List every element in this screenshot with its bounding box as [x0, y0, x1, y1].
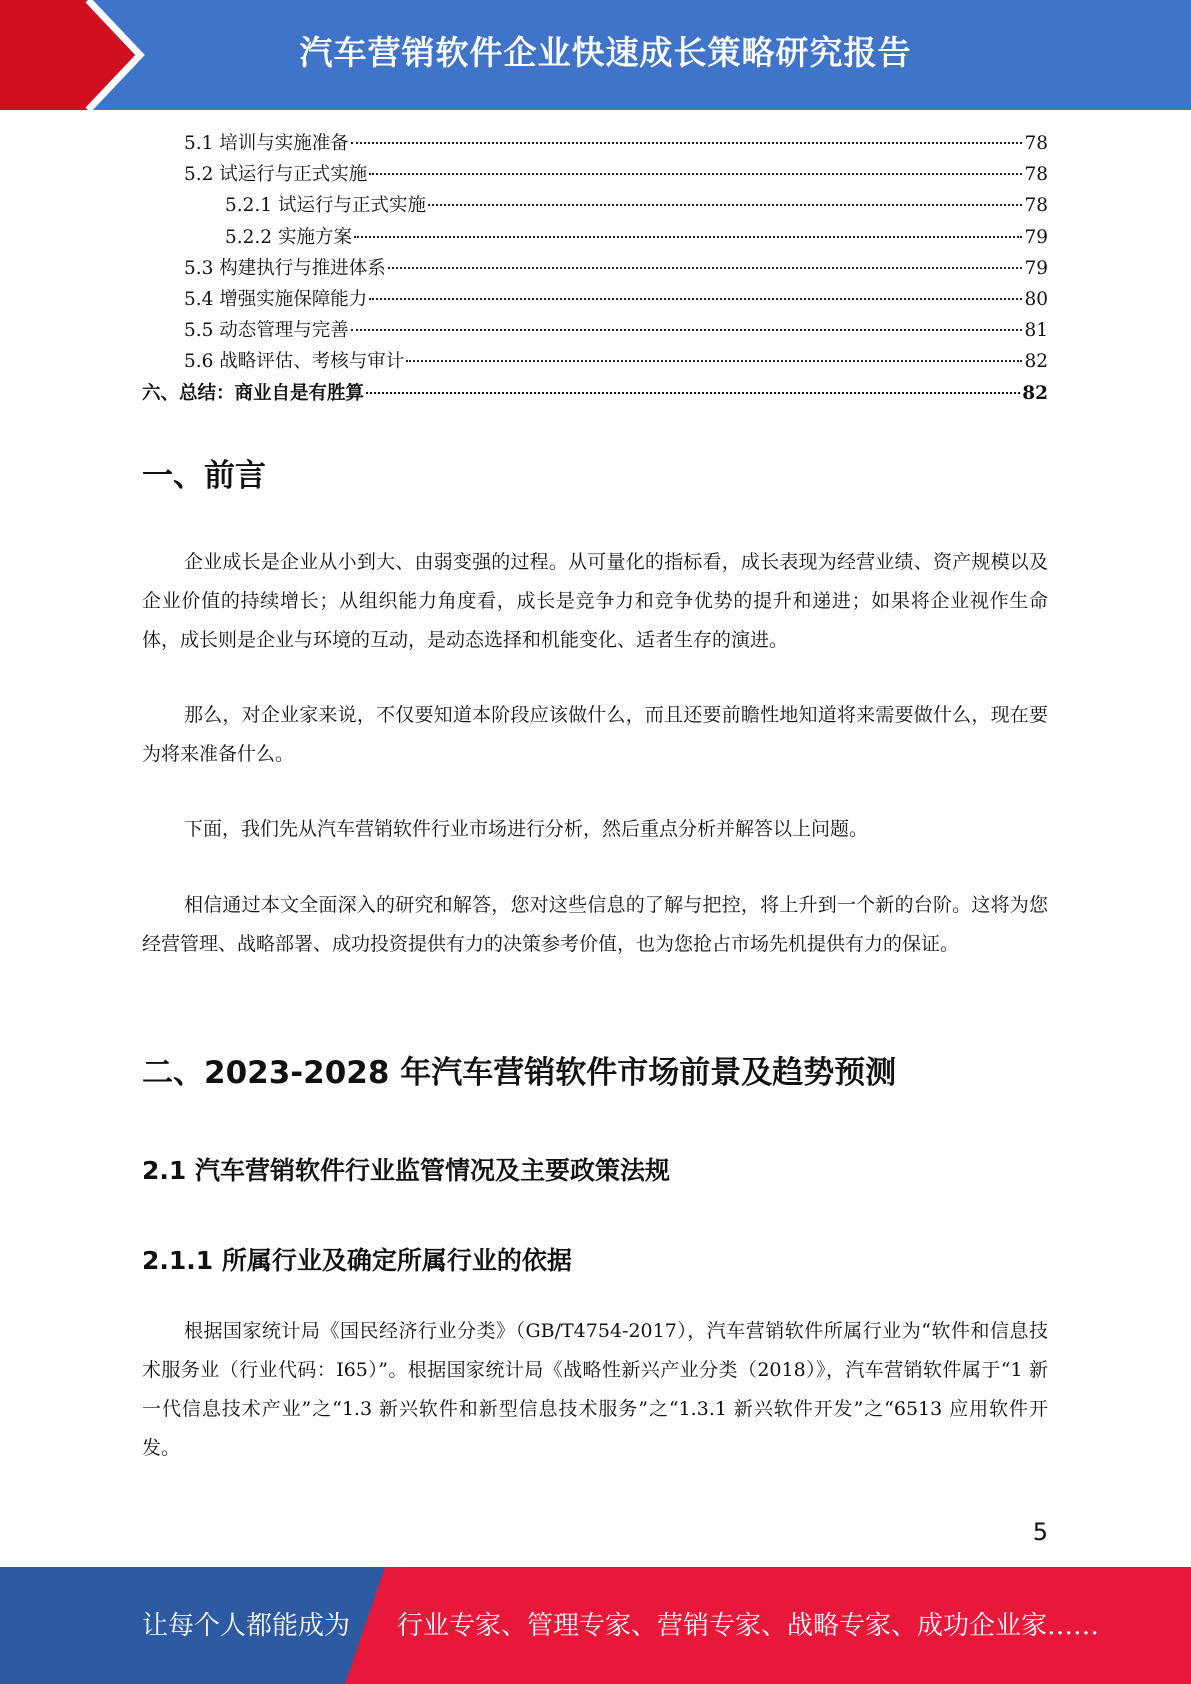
body-paragraph: 下面，我们先从汽车营销软件行业市场进行分析，然后重点分析并解答以上问题。 [184, 818, 869, 840]
page-footer [0, 1567, 1191, 1684]
body-paragraph: 企业成长是企业从小到大、由弱变强的过程。从可量化的指标看，成长表现为经营业绩、资产规模以及企业价值的持续增长；从组织能力角度看，成长是竞争力和竞争优势的提升和递进；如果将企业视作生命体，成长则是企业与环境的互动，是动态选择和机能变化、适者生存的演进。 [142, 551, 1048, 651]
toc-entry[interactable] [142, 222, 1048, 253]
toc-leader-dots [354, 235, 1023, 238]
toc-entry-label: 六、总结：商业自是有胜算 [142, 382, 365, 404]
toc-entry-chapter[interactable] [142, 378, 1048, 409]
toc-entry-page: 78 [1024, 195, 1048, 217]
subsection-heading-regulation: 2.1 汽车营销软件行业监管情况及主要政策法规 [142, 1156, 670, 1185]
toc-entry-label: 5.5 动态管理与完善 [184, 320, 349, 342]
toc-entry-page: 78 [1024, 133, 1048, 154]
toc-entry[interactable] [142, 159, 1048, 190]
toc-entry[interactable] [142, 284, 1048, 315]
body-paragraph: 那么，对企业家来说，不仅要知道本阶段应该做什么，而且还要前瞻性地知道将来需要做什么，现在要为将来准备什么。 [142, 704, 1048, 765]
subsection-heading-industry-classification: 2.1.1 所属行业及确定所属行业的依据 [142, 1246, 572, 1275]
toc-leader-dots [428, 203, 1022, 206]
footer-slogan-right: 行业专家、管理专家、营销专家、战略专家、成功企业家…… [397, 1611, 1100, 1641]
footer-slogan-left: 让每个人都能成为 [142, 1611, 351, 1641]
toc-entry-label: 5.2.2 实施方案 [225, 226, 352, 248]
toc-entry-label: 5.1 培训与实施准备 [184, 133, 349, 154]
toc-entry-page: 81 [1024, 320, 1048, 342]
toc-entry-label: 5.2 试运行与正式实施 [184, 164, 368, 186]
toc-entry-label: 5.2.1 试运行与正式实施 [225, 195, 426, 217]
toc-entry-label: 5.4 增强实施保障能力 [184, 288, 368, 310]
toc-entry-page: 79 [1024, 226, 1048, 248]
toc-entry[interactable] [142, 128, 1048, 159]
toc-entry-page: 79 [1024, 257, 1048, 279]
toc-leader-dots [388, 266, 1023, 269]
toc-leader-dots [351, 328, 1023, 331]
toc-entry-label: 5.6 战略评估、考核与审计 [184, 351, 405, 373]
toc-leader-dots [406, 359, 1022, 362]
toc-leader-dots [369, 297, 1022, 300]
toc-entry[interactable] [142, 190, 1048, 221]
toc-leader-dots [369, 172, 1022, 175]
toc-entry[interactable] [142, 315, 1048, 346]
page-number: 5 [1032, 1518, 1048, 1546]
toc-entry-page: 82 [1024, 351, 1048, 373]
section-heading-market-outlook: 二、2023-2028 年汽车营销软件市场前景及趋势预测 [142, 1055, 897, 1091]
toc-leader-dots [351, 141, 1023, 144]
toc-entry-page: 80 [1024, 288, 1048, 310]
toc-entry-page: 78 [1024, 164, 1048, 186]
toc-entry[interactable] [142, 253, 1048, 284]
body-paragraph: 根据国家统计局《国民经济行业分类》（GB/T4754-2017），汽车营销软件所属行业为“软件和信息技术服务业（行业代码：I65）”。根据国家统计局《战略性新兴产业分类（2018）》，汽车营销软件属于“1 新一代信息技术产业”之“1.3 新兴软件和新型信息技术服务”之“1.3.1 新兴软件开发”之“6513 应用软件开发。 [142, 1320, 1048, 1459]
toc-leader-dots [366, 391, 1020, 394]
page-header [0, 0, 1191, 110]
table-of-contents [142, 128, 1048, 409]
section-heading-preface: 一、前言 [142, 458, 266, 494]
toc-entry[interactable] [142, 346, 1048, 377]
toc-entry-page: 82 [1022, 382, 1048, 404]
toc-entry-label: 5.3 构建执行与推进体系 [184, 257, 386, 279]
report-title: 汽车营销软件企业快速成长策略研究报告 [299, 33, 912, 72]
body-paragraph: 相信通过本文全面深入的研究和解答，您对这些信息的了解与把控，将上升到一个新的台阶。这将为您经营管理、战略部署、成功投资提供有力的决策参考价值，也为您抢占市场先机提供有力的保证。 [142, 894, 1048, 955]
